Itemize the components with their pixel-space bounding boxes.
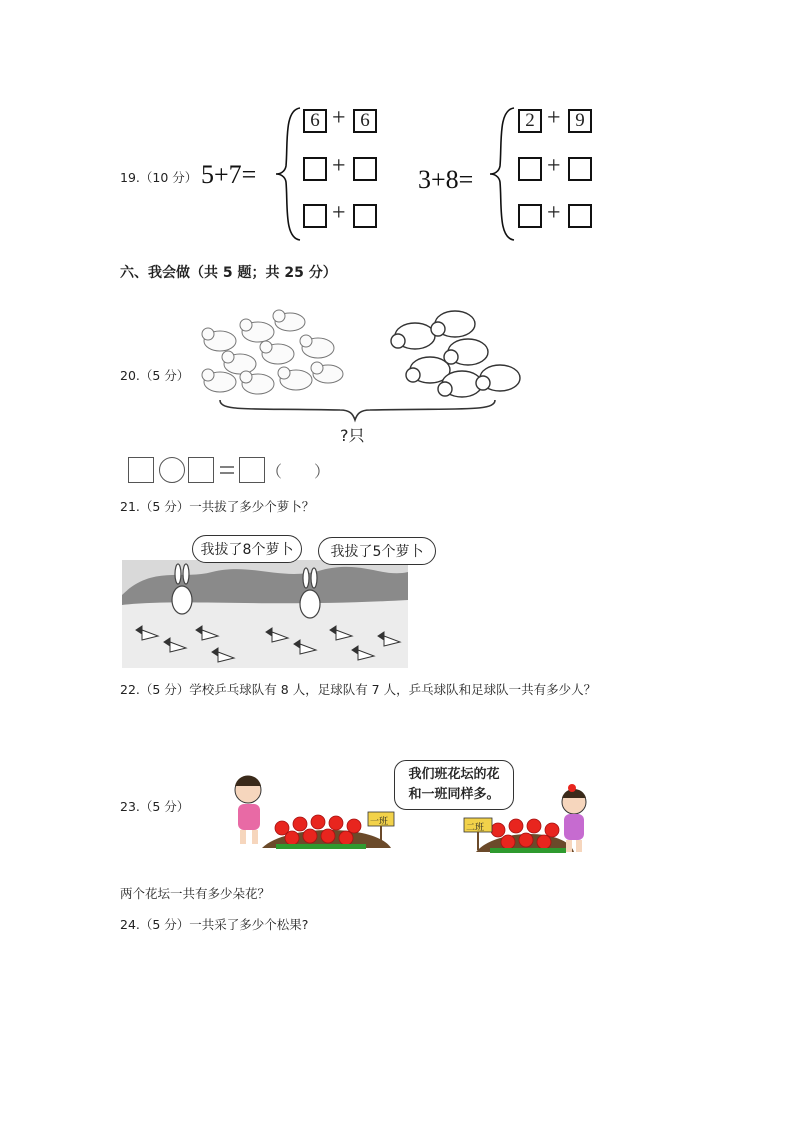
q21-speech-bubble-right: 我拔了5个萝卜 bbox=[318, 537, 436, 565]
girl-icon bbox=[235, 776, 261, 845]
bird-icon bbox=[476, 365, 520, 391]
girl-icon bbox=[562, 784, 586, 852]
equals-icon bbox=[218, 461, 236, 479]
bird-icon bbox=[300, 335, 334, 358]
q23-sign-left: 一班 bbox=[370, 817, 389, 827]
q23-bubble-line1: 我们班花坛的花 bbox=[408, 767, 500, 782]
q20-operator-circle[interactable] bbox=[159, 457, 185, 483]
q20-answer-box[interactable] bbox=[128, 457, 154, 483]
q19-answer-box[interactable] bbox=[353, 204, 377, 228]
q19-answer-box[interactable] bbox=[568, 157, 592, 181]
bird-icon bbox=[391, 323, 435, 349]
q19-plus: + bbox=[332, 153, 346, 179]
q19-right-row1-box2: 9 bbox=[568, 109, 592, 133]
q20-answer-box[interactable] bbox=[188, 457, 214, 483]
bird-icon bbox=[444, 339, 488, 365]
q23-question: 两个花坛一共有多少朵花？ bbox=[120, 886, 271, 901]
q20-bottom-brace bbox=[220, 400, 495, 420]
bird-icon bbox=[240, 319, 274, 342]
bird-icon bbox=[278, 367, 312, 390]
q21-speech-bubble-left: 我拔了8个萝卜 bbox=[192, 535, 302, 563]
q19-right-brace bbox=[488, 104, 518, 244]
q19-left-expression: 5+7= bbox=[201, 160, 257, 189]
q19-label: 19.（10 分） bbox=[120, 170, 198, 185]
bird-icon bbox=[431, 311, 475, 337]
q19-plus: + bbox=[332, 200, 346, 226]
q19-left-brace bbox=[274, 104, 304, 244]
q19-plus: + bbox=[332, 105, 346, 131]
q23-label: 23.（5 分） bbox=[120, 799, 190, 814]
q20-answer-box[interactable] bbox=[239, 457, 265, 483]
q19-plus: + bbox=[547, 200, 561, 226]
q19-plus: + bbox=[547, 105, 561, 131]
q19-answer-box[interactable] bbox=[568, 204, 592, 228]
bird-icon bbox=[311, 362, 343, 383]
q19-right-row1-box1: 2 bbox=[518, 109, 542, 133]
q19-left-row1-box1: 6 bbox=[303, 109, 327, 133]
section-title: 六、我会做（共 5 题；共 25 分） bbox=[120, 265, 337, 281]
q19-right-expression: 3+8= bbox=[418, 165, 474, 194]
q20-unit-paren[interactable]: （ ） bbox=[266, 462, 331, 481]
q19-answer-box[interactable] bbox=[303, 157, 327, 181]
q23-speech-bubble bbox=[394, 760, 514, 810]
q19-left-row1-box2: 6 bbox=[353, 109, 377, 133]
q21-rabbits-illustration bbox=[122, 560, 408, 668]
q24-label: 24.（5 分）一共采了多少个松果? bbox=[120, 917, 309, 932]
q20-label: 20.（5 分） bbox=[120, 368, 190, 383]
q23-bubble-line2: 和一班同样多。 bbox=[408, 787, 500, 802]
q23-sign-right: 二班 bbox=[466, 823, 485, 833]
q19-plus: + bbox=[547, 153, 561, 179]
bird-icon bbox=[240, 371, 274, 394]
q19-answer-box[interactable] bbox=[303, 204, 327, 228]
q20-brace-label: ?只 bbox=[340, 426, 365, 445]
bird-icon bbox=[222, 351, 256, 374]
q19-answer-box[interactable] bbox=[518, 157, 542, 181]
q19-answer-box[interactable] bbox=[518, 204, 542, 228]
bird-icon bbox=[273, 310, 305, 331]
bird-icon bbox=[202, 328, 236, 351]
q22-label: 22.（5 分）学校乒乓球队有 8 人，足球队有 7 人，乒乓球队和足球队一共有多少人？ bbox=[120, 682, 597, 697]
q21-label: 21.（5 分）一共拔了多少个萝卜？ bbox=[120, 499, 315, 514]
bird-icon bbox=[260, 341, 294, 364]
q19-answer-box[interactable] bbox=[353, 157, 377, 181]
